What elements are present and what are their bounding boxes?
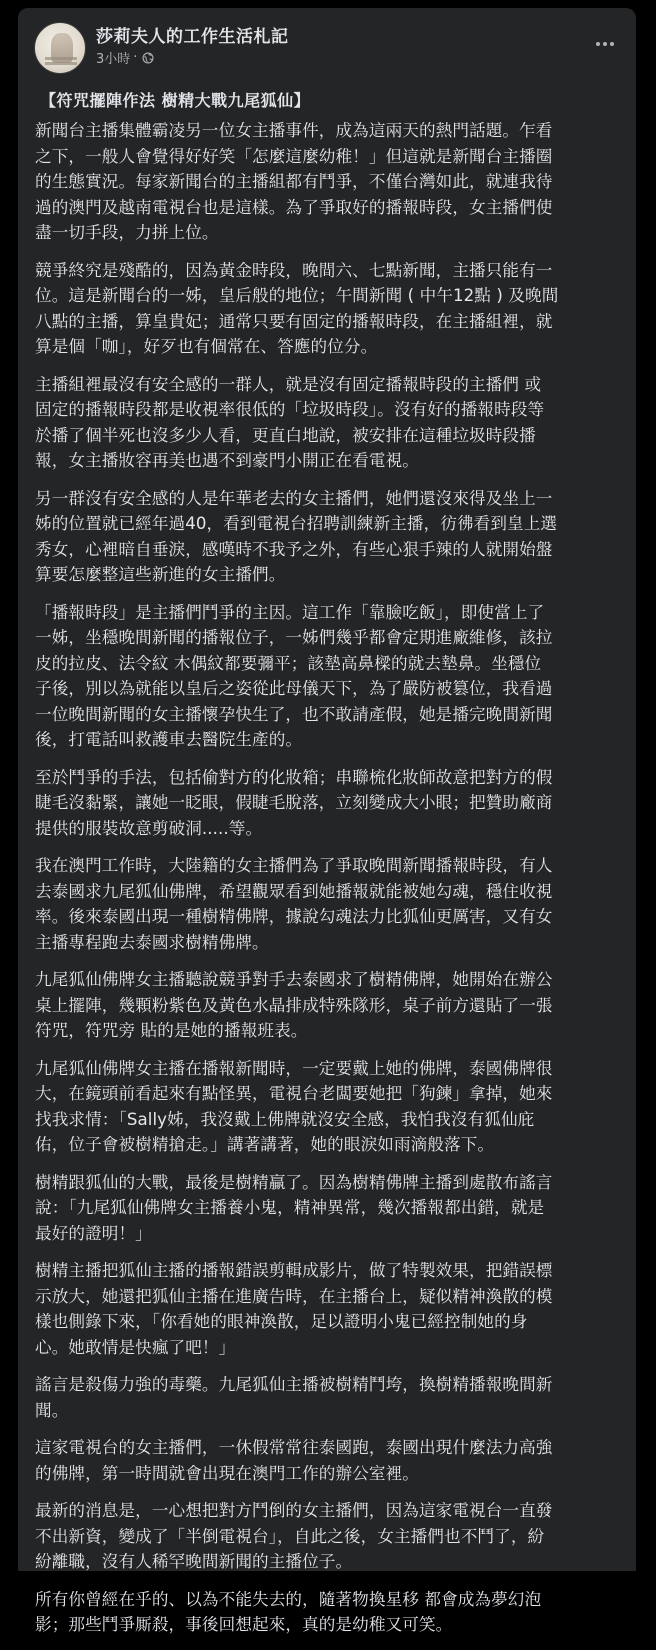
post-header [18, 8, 636, 80]
post-paragraph: 至於鬥爭的手法，包括偷對方的化妝箱；串聯梳化妝師故意把對方的假 睫毛沒黏緊，讓她一眨眼，假睫毛脫落，立刻變成大小眼；把贊助廠商 提供的服裝故意剪破洞.....等。 [35, 767, 553, 838]
post-paragraph: 「播報時段」是主播們鬥爭的主因。這工作「靠臉吃飯」，即使當上了 一姊，坐穩晚間新聞的播報位子，一姊們幾乎都會定期進廠維修，該拉 皮的拉皮、法令紋 木偶紋都要彌平；該墊高鼻樑的就去墊鼻。坐穩位 子後，別以為就能以皇后之姿從此母儀天下，為了嚴防被篡位，我看過 一位晚間新聞的女主播懷孕快生了，也不敢請產假，她是播完晚間新聞 後，打電話叫救護車去醫院生產的。 [35, 602, 553, 749]
dot [603, 42, 607, 46]
post-card [18, 8, 636, 1634]
post-paragraph: 九尾狐仙佛牌女主播在播報新聞時，一定要戴上她的佛牌，泰國佛牌很 大，在鏡頭前看起來有點怪異，電視台老闆要她把「狗鍊」拿掉，她來 找我求情：「Sally姊，我沒戴上佛牌就沒安全感，我怕我沒有狐仙庇 佑，位子會被樹精搶走。」講著講著，她的眼淚如雨滴般落下。 [35, 1058, 553, 1154]
post-meta [96, 48, 154, 67]
dot [610, 42, 614, 46]
more-horizontal-icon[interactable] [590, 34, 620, 54]
post-time[interactable]: 3小時 [96, 52, 131, 67]
post-paragraph: 所有你曾經在乎的、以為不能失去的，隨著物換星移 都會成為夢幻泡 影；那些鬥爭厮殺，事後回想起來，真的是幼稚又可笑。 [35, 1589, 542, 1634]
author-name[interactable]: 莎莉夫人的工作生活札記 [96, 27, 289, 47]
post-paragraph: 這家電視台的女主播們，一休假常常往泰國跑，泰國出現什麼法力高強 的佛牌，第一時間就會出現在澳門工作的辦公室裡。 [35, 1438, 553, 1483]
post-paragraph: 九尾狐仙佛牌女主播聽說競爭對手去泰國求了樹精佛牌，她開始在辦公 桌上擺陣，幾顆粉紫色及黃色水晶排成特殊隊形，桌子前方還貼了一張 符咒，符咒旁 貼的是她的播報班表。 [35, 970, 553, 1040]
post-paragraph: 另一群沒有安全感的人是年華老去的女主播們，她們還沒來得及坐上一 姊的位置就已經年過40，看到電視台招聘訓練新主播，彷彿看到皇上選 秀女，心裡暗自垂淚，感嘆時不我予之外，有些心狠手辣的人就開始盤 算要怎麼整這些新進的女主播們。 [35, 488, 558, 584]
post-paragraph: 謠言是殺傷力強的毒藥。九尾狐仙主播被樹精鬥垮，換樹精播報晚間新 聞。 [35, 1375, 553, 1420]
globe-icon[interactable] [142, 52, 154, 64]
post-body [35, 118, 630, 1650]
meta-separator: · [133, 50, 138, 65]
post-paragraph: 樹精跟狐仙的大戰，最後是樹精贏了。因為樹精佛牌主播到處散布謠言 說：「九尾狐仙佛牌女主播養小鬼，精神異常，幾次播報都出錯，就是 最好的證明！」 [35, 1172, 553, 1243]
avatar-text-lines [45, 57, 77, 60]
post-paragraph: 樹精主播把狐仙主播的播報錯誤剪輯成影片，做了特製效果，把錯誤標 示放大，她還把狐仙主播在進廣告時，在主播台上，疑似精神渙散的模 樣也側錄下來，「你看她的眼神渙散，足以證明小鬼已經控制她的身 心。她敢情是快瘋了吧！」 [35, 1261, 553, 1357]
post-paragraph: 新聞台主播集體霸凌另一位女主播事件，成為這兩天的熱門話題。乍看 之下，一般人會覺得好好笑「怎麼這麼幼稚！」但這就是新聞台主播圈 的生態實況。每家新聞台的主播組都有鬥爭，不僅台灣如此，就連我待 過的澳門及越南電視台也是這樣。為了爭取好的播報時段，女主播們使 盡一切手段，力拼上位。 [35, 121, 553, 242]
post-title: 【符咒擺陣作法 樹精大戰九尾狐仙】 [40, 91, 311, 110]
avatar[interactable] [34, 22, 86, 74]
dot [596, 42, 600, 46]
post-paragraph: 最新的消息是，一心想把對方鬥倒的女主播們，因為這家電視台一直發 不出新資，變成了「半倒電視台」，自此之後，女主播們也不鬥了，紛 紛離職，沒有人稀罕晚間新聞的主播位子。 [35, 1501, 553, 1571]
post-paragraph: 我在澳門工作時，大陸籍的女主播們為了爭取晚間新聞播報時段，有人 去泰國求九尾狐仙佛牌，希望觀眾看到她播報就能被她勾魂，穩住收視 率。後來泰國出現一種樹精佛牌，據說勾魂法力比狐仙更厲害，又有女 主播專程跑去泰國求樹精佛牌。 [35, 856, 553, 952]
post-paragraph: 競爭終究是殘酷的，因為黃金時段，晚間六、七點新聞，主播只能有一 位。這是新聞台的一姊，皇后般的地位；午間新聞 ( 中午12點 ) 及晚間 八點的主播，算皇貴妃；通常只要有固定的播報時段，在主播組裡，就 算是個「咖」，好歹也有個常在、答應的位分。 [35, 260, 559, 356]
post-paragraph: 主播組裡最沒有安全感的一群人，就是沒有固定播報時段的主播們 或 固定的播報時段都是收視率很低的「垃圾時段」。沒有好的播報時段等 於播了個半死也沒多少人看，更直白地說，被安排在這種垃圾時段播 報，女主播妝容再美也遇不到豪門小開正在看電視。 [35, 374, 545, 470]
